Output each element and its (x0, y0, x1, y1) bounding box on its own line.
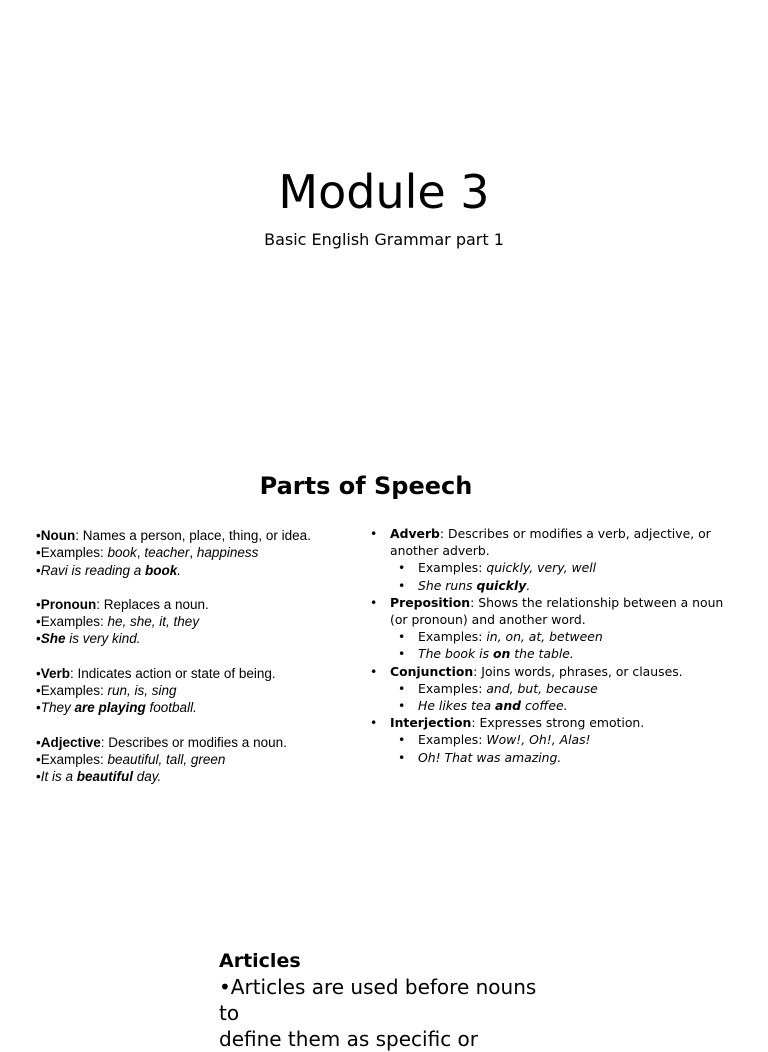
sentence-text: football. (145, 700, 197, 716)
conjunction-sentence (370, 697, 740, 714)
right-column (370, 525, 740, 766)
bullet: • (36, 596, 41, 612)
module-subtitle: Basic English Grammar part 1 (264, 230, 504, 249)
interjection-definition (370, 714, 740, 731)
examples-label: Examples: (40, 614, 108, 630)
adjective-term: Adjective (40, 734, 101, 750)
adverb-sentence (370, 577, 740, 594)
adjective-def: : Describes or modifies a noun. (100, 734, 287, 750)
noun-def: : Names a person, place, thing, or idea. (75, 528, 311, 543)
bullet: • (398, 680, 406, 696)
bullet: • (36, 545, 41, 561)
sentence-text: Ravi is reading a (40, 562, 146, 578)
pronoun-examples (36, 613, 356, 630)
example-words: quickly, very, well (486, 560, 597, 576)
parts-of-speech-title: Parts of Speech (259, 472, 473, 500)
preposition-definition (370, 594, 740, 628)
articles-section (219, 948, 559, 1052)
bullet: • (398, 698, 406, 714)
bullet: • (36, 562, 41, 578)
examples-label: Examples: (418, 732, 487, 748)
examples-label: Examples: (40, 683, 108, 699)
adverb-term: Adverb (390, 526, 440, 541)
adverb-def: : Describes or modifies a verb, adjective, or another adverb. (390, 526, 711, 559)
articles-title: Articles (219, 950, 301, 972)
examples-label: Examples: (418, 629, 487, 645)
example-words: in, on, at, between (486, 629, 603, 645)
conjunction-def: : Joins words, phrases, or clauses. (473, 663, 683, 679)
examples-label: Examples: (40, 545, 108, 561)
sentence-text: is very kind. (65, 631, 141, 647)
separator: , (189, 545, 197, 561)
bullet: • (398, 577, 406, 593)
bullet: • (36, 683, 41, 699)
verb-examples (36, 682, 356, 699)
interjection-def: : Expresses strong emotion. (471, 715, 645, 731)
bullet: • (398, 646, 406, 662)
noun-definition (36, 527, 356, 544)
adverb-definition (370, 525, 740, 559)
bullet: • (398, 629, 406, 645)
separator: , (136, 545, 145, 561)
verb-def: : Indicates action or state of being. (70, 665, 276, 681)
example-words: and, but, because (486, 680, 598, 696)
sentence-text: He likes tea (418, 698, 495, 714)
sentence-text: coffee. (521, 698, 568, 714)
adjective-sentence (36, 768, 356, 785)
noun-section (36, 527, 356, 579)
interjection-sentence (370, 749, 740, 766)
articles-line-1: •Articles are used before nouns to (219, 975, 537, 1025)
bullet: • (398, 732, 406, 748)
sentence-text: The book is (418, 646, 493, 662)
sentence-highlight: and (494, 698, 522, 714)
sentence-text: It is a (40, 769, 77, 785)
articles-line-2: define them as specific or (219, 1027, 479, 1051)
bullet: • (36, 631, 41, 647)
interjection-term: Interjection (390, 715, 472, 731)
preposition-examples (370, 628, 740, 645)
example-words: run, is, sing (107, 683, 177, 699)
sentence-text: . (177, 562, 182, 578)
sentence-text: day. (133, 769, 162, 785)
adjective-section (36, 734, 356, 786)
bullet: • (36, 614, 41, 630)
conjunction-definition (370, 663, 740, 680)
bullet: • (370, 594, 378, 610)
module-title: Module 3 (278, 165, 490, 219)
noun-sentence (36, 562, 356, 579)
pronoun-def: : Replaces a noun. (96, 596, 209, 612)
verb-definition (36, 665, 356, 682)
examples-label: Examples: (40, 751, 108, 767)
examples-label: Examples: (418, 680, 487, 696)
sentence-highlight: She (40, 631, 66, 647)
bullet: • (36, 700, 41, 716)
pronoun-sentence (36, 630, 356, 647)
sentence-text: She runs (418, 577, 477, 593)
verb-section (36, 665, 356, 717)
left-column (36, 527, 356, 803)
adjective-examples (36, 751, 356, 768)
bullet: • (36, 665, 41, 681)
pronoun-section (36, 596, 356, 648)
sentence-text: Oh! That was amazing. (418, 749, 562, 765)
bullet: • (370, 663, 378, 679)
noun-term: Noun (40, 528, 76, 543)
bullet: • (36, 528, 41, 543)
example-word: book (107, 545, 137, 561)
pronoun-definition (36, 596, 356, 613)
sentence-highlight: on (492, 646, 511, 662)
verb-sentence (36, 699, 356, 716)
preposition-sentence (370, 645, 740, 662)
bullet: • (370, 526, 378, 541)
adverb-examples (370, 559, 740, 576)
sentence-highlight: beautiful (76, 769, 133, 785)
bullet: • (36, 734, 41, 750)
sentence-highlight: are playing (74, 700, 146, 716)
adjective-definition (36, 734, 356, 751)
bullet: • (370, 715, 378, 731)
bullet: • (398, 560, 406, 576)
examples-label: Examples: (418, 560, 487, 576)
sentence-text: They (40, 700, 75, 716)
preposition-term: Preposition (390, 594, 471, 610)
sentence-highlight: book (145, 562, 178, 578)
bullet: • (36, 769, 41, 785)
pronoun-term: Pronoun (40, 596, 97, 612)
example-word: teacher (144, 545, 190, 561)
bullet: • (398, 749, 406, 765)
sentence-text: the table. (510, 646, 574, 662)
preposition-def: : Shows the relationship between a noun (or pronoun) and another word. (390, 594, 724, 628)
sentence-highlight: quickly (476, 577, 527, 593)
example-words: Wow!, Oh!, Alas! (486, 732, 591, 748)
interjection-examples (370, 731, 740, 748)
verb-term: Verb (40, 665, 71, 681)
sentence-text: . (526, 577, 531, 593)
example-words: he, she, it, they (107, 614, 200, 630)
example-words: beautiful, tall, green (107, 751, 226, 767)
conjunction-term: Conjunction (390, 663, 474, 679)
bullet: • (36, 751, 41, 767)
conjunction-examples (370, 680, 740, 697)
noun-examples (36, 544, 356, 561)
example-word: happiness (196, 545, 259, 561)
